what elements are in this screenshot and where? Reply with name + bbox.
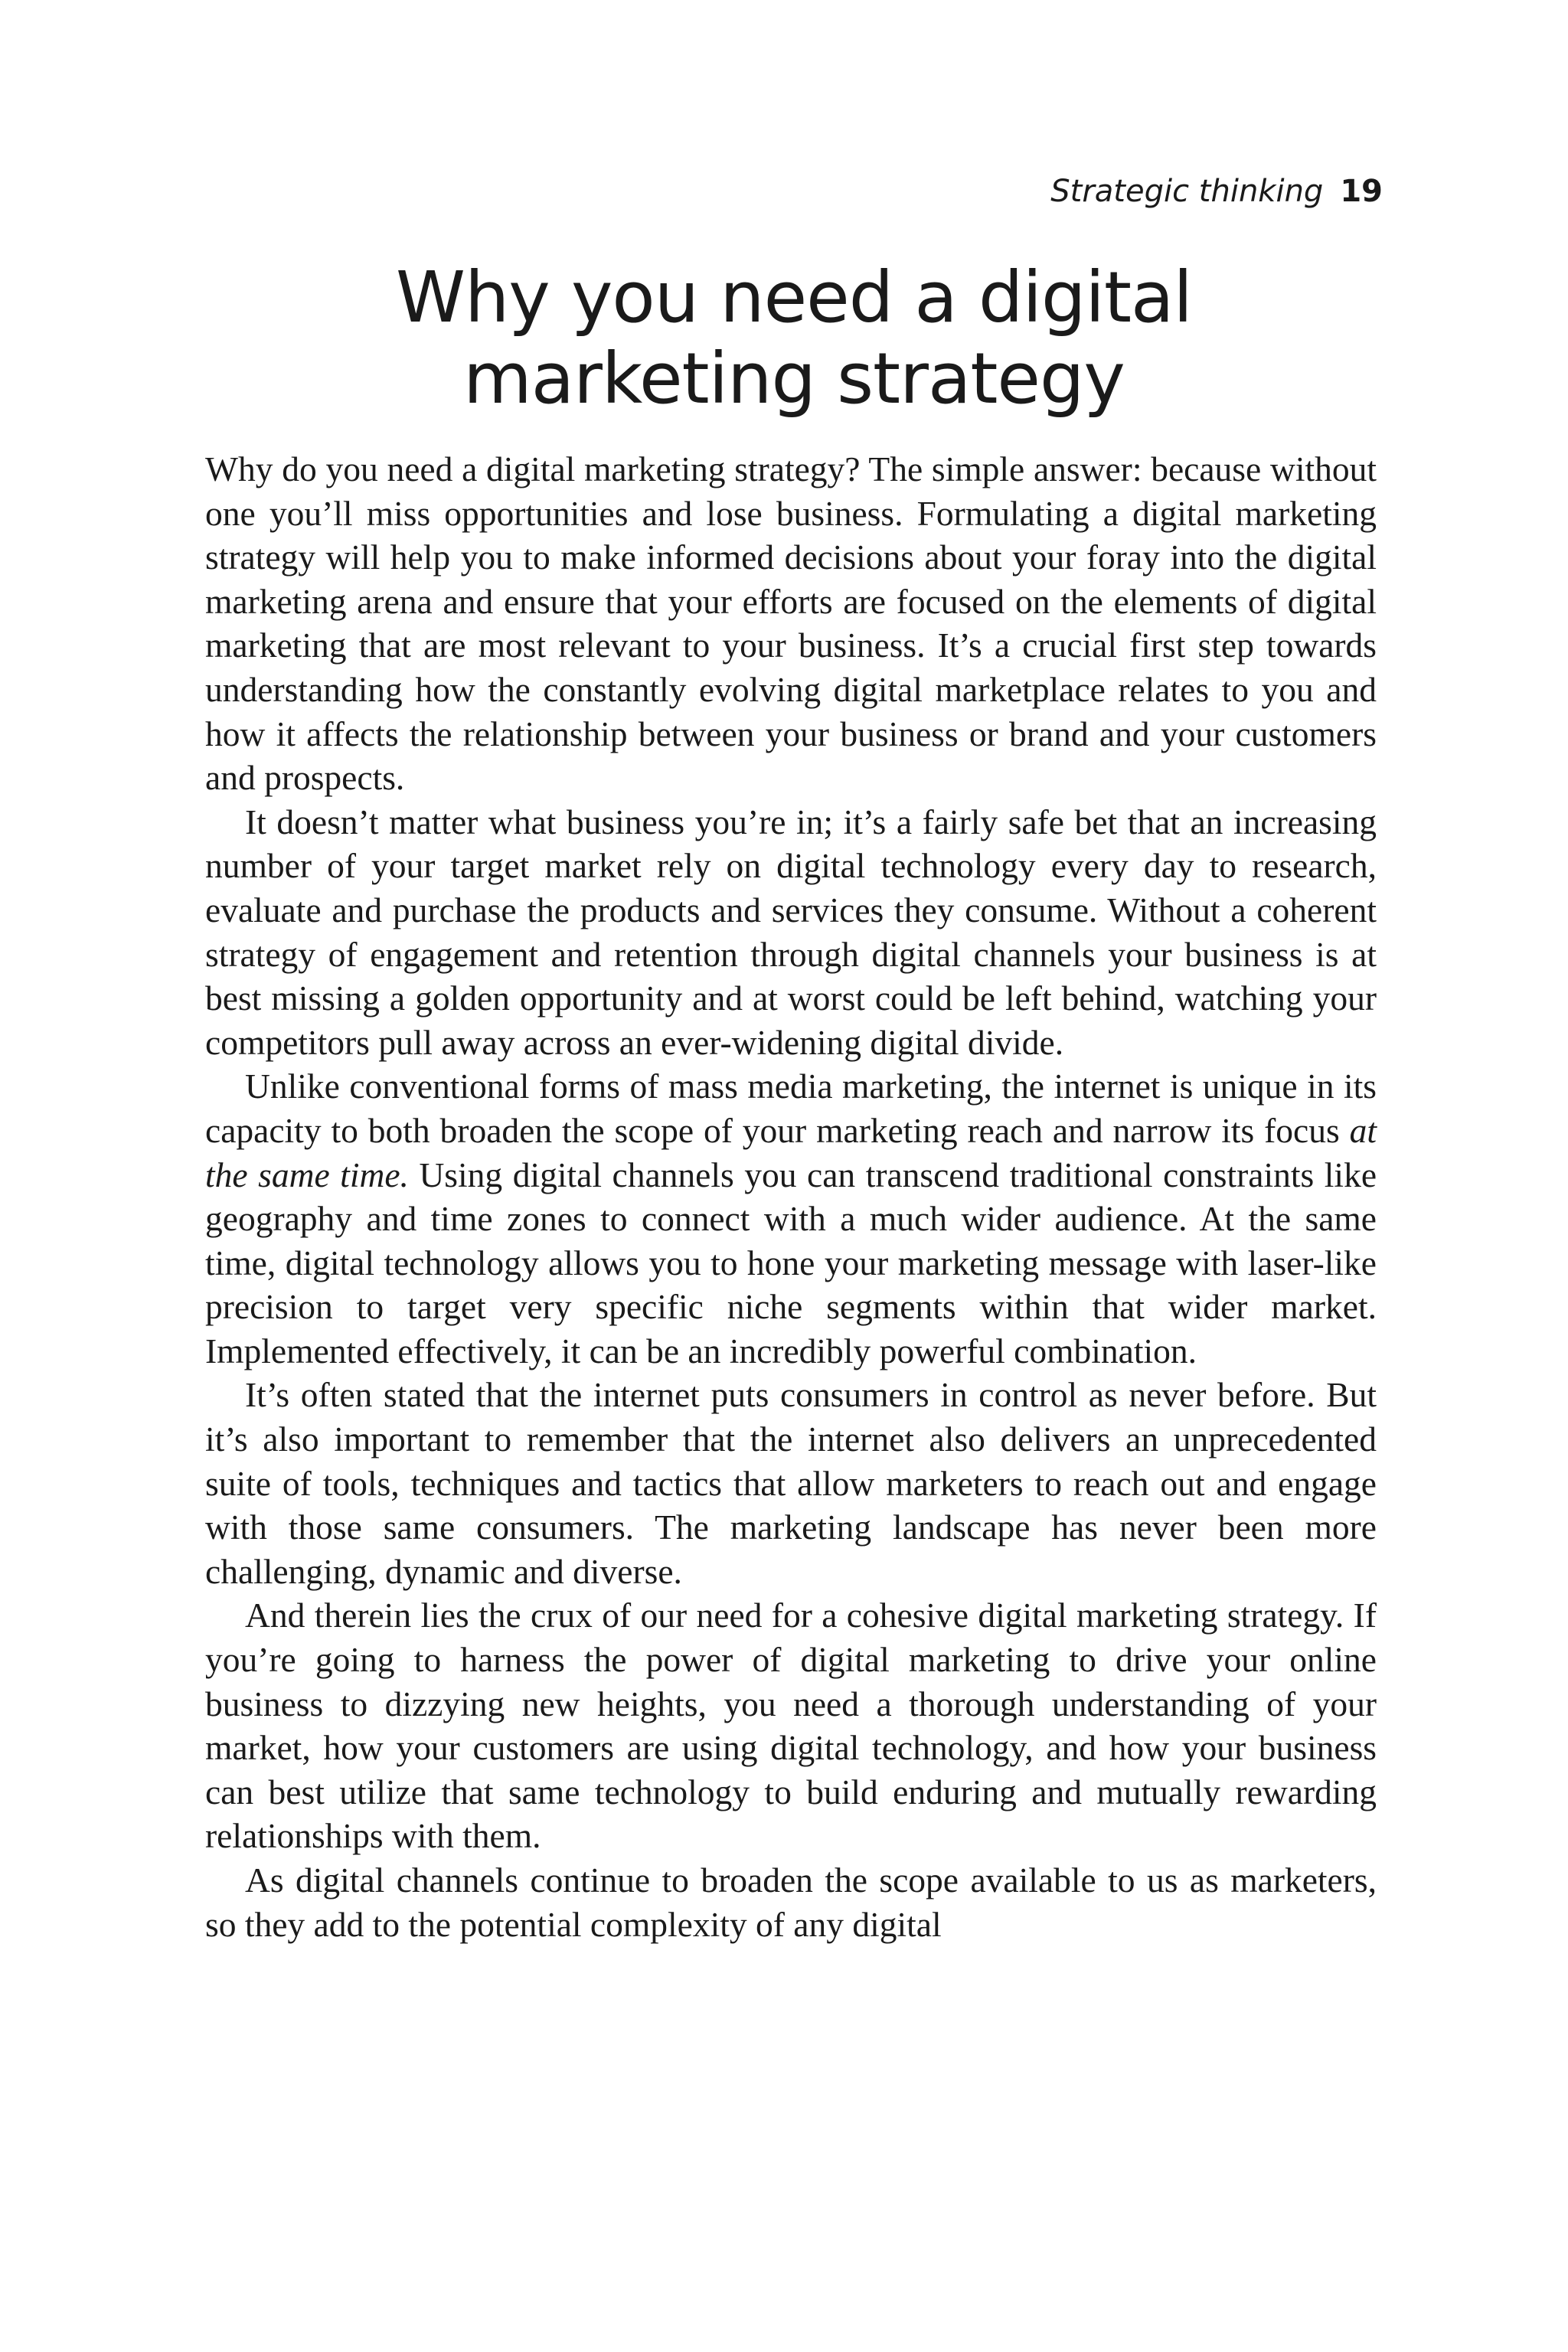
body-text xyxy=(205,447,1377,1946)
paragraph-4: It’s often stated that the internet puts consumers in control as never before. But it’s also important to remember that the internet also delivers an unprecedented suite of tools, techniques and tactics that allow marketers to reach out and engage with those same consumers. The marketing landscape has never been more challenging, dynamic and diverse. xyxy=(205,1375,1377,1591)
paragraph-1: Why do you need a digital marketing strategy? The simple answer: because without one you’ll miss opportunities and lose business. Formulating a digital marketing strategy will help you to make informed decisions about your foray into the digital marketing arena and ensure that your efforts are focused on the elements of digital marketing that are most relevant to your business. It’s a crucial first step towards understanding how the constantly evolving digital marketplace relates to you and how it affects the relationship between your business or brand and your customers and prospects. xyxy=(205,449,1377,798)
running-head-section: Strategic thinking xyxy=(1050,174,1324,209)
paragraph-2: It doesn’t matter what business you’re in; it’s a fairly safe bet that an increasing number of your target market rely on digital technology every day to research, evaluate and purchase the products and services they consume. Without a coherent strategy of engagement and retention through digital channels your business is at best missing a golden opportunity and at worst could be left behind, watching your competitors pull away across an ever-widening digital divide. xyxy=(205,802,1377,1062)
running-head xyxy=(1050,170,1383,213)
paragraph-3-text-before: Unlike conventional forms of mass media marketing, the internet is unique in its capacity to both broaden the scope of your marketing reach and narrow its focus xyxy=(205,1067,1377,1150)
paragraph-6: As digital channels continue to broaden the scope available to us as marketers, so they add to the potential complexity of any digital xyxy=(205,1860,1377,1944)
section-title-line-2: marketing strategy xyxy=(463,338,1125,420)
section-title-line-1: Why you need a digital xyxy=(396,256,1192,338)
paragraph-3-emphasis: at the same time. xyxy=(205,1110,1377,1194)
paragraph-5: And therein lies the crux of our need for a cohesive digital marketing strategy. If you’re going to harness the power of digital marketing to drive your online business to dizzying new heights, you need a thorough understanding of your market, how your customers are using digital technology, and how your business can best utilize that same technology to build enduring and mutually rewarding relationships with them. xyxy=(205,1596,1377,1856)
paragraph-3-text-after: Using digital channels you can transcend traditional constraints like geography and time zones to connect with a much wider audience. At the same time, digital technology allows you to hone your marketing message with laser-like precision to target very specific niche segments within that wider market. Implemented effectively, it can be an incredibly powerful combination. xyxy=(205,1155,1377,1370)
page-number: 19 xyxy=(1340,174,1383,209)
paragraph-3 xyxy=(205,1064,1377,1373)
section-title xyxy=(205,257,1383,420)
